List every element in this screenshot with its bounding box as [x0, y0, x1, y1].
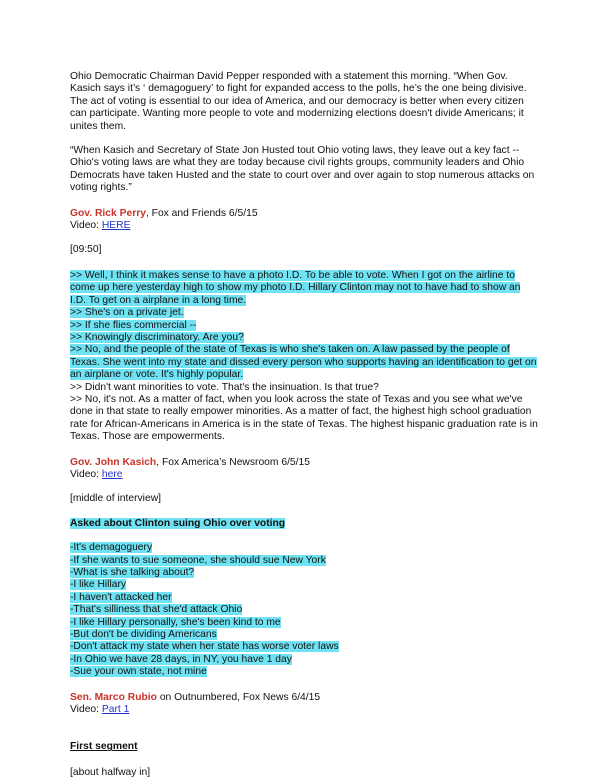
perry-transcript: [70, 270, 538, 444]
list-item: -Sue your own state, not mine: [70, 666, 207, 678]
kasich-video-label: Video:: [70, 468, 102, 480]
list-item: -In Ohio we have 28 days, in NY, you have 1 day: [70, 653, 292, 665]
rubio-name: Sen. Marco Rubio: [70, 691, 157, 703]
transcript-line: >> No, it's not. As a matter of fact, when you look across the state of Texas and you see what we've done in that state to really empower minorities. As a matter of fact, the highest high school graduation rate for African-Americans in America is in the state of Texas. The highest hispanic graduation rate is in Texas. Those are empowerments.: [70, 393, 538, 443]
kasich-name: Gov. John Kasich: [70, 456, 157, 468]
pepper-statement: Ohio Democratic Chairman David Pepper responded with a statement this morning. “When Gov. Kasich says it’s ‘ demagoguery’ to fight for expanded access to the polls, he’s the one being divisive. The act of voting is essential to our idea of America, and our democracy is better when every citizen can participate. Wanting more people to vote and modernizing elections doesn't divide Americans; it unites them.: [70, 71, 527, 132]
perry-section: [70, 208, 538, 444]
rubio-video-link[interactable]: Part 1: [101, 704, 130, 716]
transcript-line: >> She's on a private jet.: [70, 307, 184, 319]
list-item: -I like Hillary: [70, 579, 127, 591]
list-item: -But don't be dividing Americans: [70, 629, 217, 641]
list-item: -Don't attack my state when her state has worse voter laws: [70, 641, 339, 653]
rubio-source: on Outnumbered, Fox News 6/4/15: [156, 691, 321, 703]
perry-video-line: [70, 220, 538, 232]
kasich-bullets: [70, 542, 538, 678]
list-item: -If she wants to sue someone, she should sue New York: [70, 554, 326, 566]
perry-video-label: Video:: [70, 220, 102, 232]
rubio-section: [70, 692, 538, 779]
transcript-line: >> Knowingly discriminatory. Are you?: [70, 331, 244, 343]
rubio-video-line: [70, 704, 538, 716]
perry-source: , Fox and Friends 6/5/15: [145, 207, 258, 219]
list-item: -That's silliness that she'd attack Ohio: [70, 604, 243, 616]
kasich-video-line: [70, 469, 538, 481]
document-page: [70, 71, 538, 779]
kasich-source: , Fox America’s Newsroom 6/5/15: [156, 456, 310, 468]
perry-header: [70, 208, 538, 220]
kasich-question: Asked about Clinton suing Ohio over voting: [70, 517, 286, 529]
rubio-segment-title: First segment: [70, 741, 138, 753]
perry-timestamp: [09:50]: [70, 244, 102, 256]
list-item: -What is she talking about?: [70, 567, 195, 578]
transcript-line: >> If she flies commercial --: [70, 319, 197, 331]
rubio-video-label: Video:: [70, 704, 102, 716]
list-item: -I haven't attacked her: [70, 591, 172, 603]
perry-name: Gov. Rick Perry: [70, 207, 146, 219]
pepper-statement-continued: “When Kasich and Secretary of State Jon Husted tout Ohio voting laws, they leave out a key fact -- Ohio's voting laws are what they are today because civil rights groups, community leaders and Ohio Democrats have taken Husted and the state to court over and over again to stop numerous attacks on voting rights.”: [70, 145, 535, 194]
transcript-line: >> Well, I think it makes sense to have a photo I.D. To be able to vote. When I got on the airline to come up here yesterday high to show my photo I.D. Hillary Clinton may not to have had to show an I.D. To get on a airplane in a long time.: [70, 269, 521, 306]
rubio-segment-note: [about halfway in]: [70, 766, 151, 778]
transcript-line: >> No, and the people of the state of Texas is who she's taken on. A law passed by the people of Texas. She went into my state and dissed every person who supports having an identification to get on an airplane or vote. It's highly popular.: [70, 344, 537, 381]
kasich-video-link[interactable]: here: [101, 468, 123, 480]
list-item: -It's demagoguery: [70, 542, 153, 554]
rubio-header: [70, 692, 538, 704]
kasich-header: [70, 457, 538, 469]
kasich-section: [70, 457, 538, 679]
transcript-line: >> Didn't want minorities to vote. That's the insinuation. Is that true?: [70, 381, 379, 393]
list-item: -I like Hillary personally, she's been kind to me: [70, 616, 281, 628]
kasich-context: [middle of interview]: [70, 493, 161, 505]
perry-video-link[interactable]: HERE: [101, 220, 131, 232]
